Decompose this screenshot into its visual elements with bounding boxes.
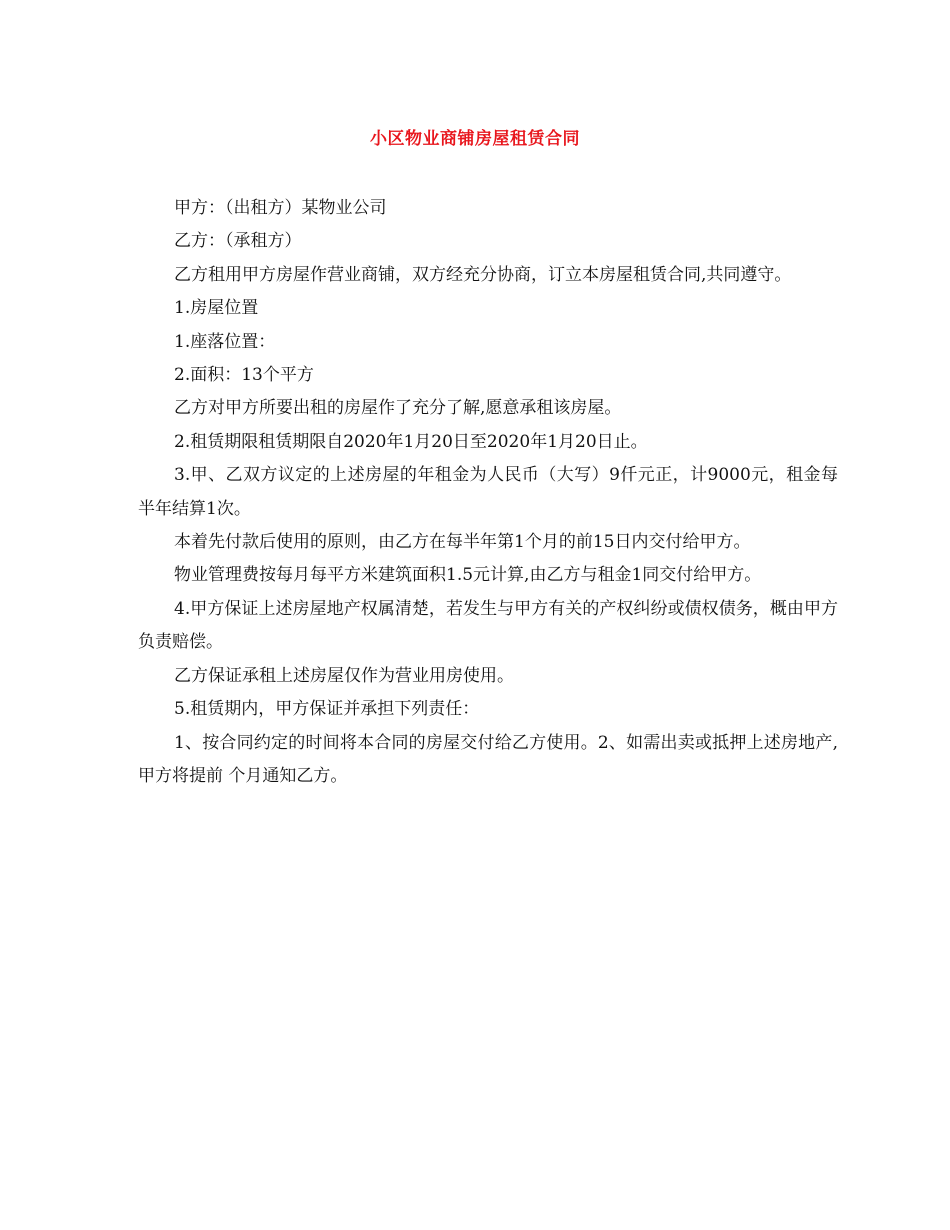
document-body: [138, 192, 838, 793]
paragraph-rent: 3.甲、乙双方议定的上述房屋的年租金为人民币（大写）9仟元正，计9000元，租金每半年结算1次。: [138, 465, 838, 519]
paragraph-section-5-heading: 5.租赁期内，甲方保证并承担下列责任：: [174, 699, 480, 720]
paragraph-payment: 本着先付款后使用的原则，由乙方在每半年第1个月的前15日内交付给甲方。: [174, 532, 751, 553]
paragraph-title-guarantee: 4.甲方保证上述房屋地产权属清楚，若发生与甲方有关的产权纠纷或债权债务，概由甲方负责赔偿。: [138, 598, 838, 653]
paragraph-party-b: 乙方：（承租方）: [174, 231, 302, 252]
paragraph-lease-term: 2.租赁期限租赁期限自2020年1月20日至2020年1月20日止。: [174, 431, 648, 452]
paragraph-intro: 乙方租用甲方房屋作营业商铺，双方经充分协商，订立本房屋租赁合同,共同遵守。: [174, 264, 792, 285]
paragraph-location: 1.座落位置：: [174, 331, 276, 352]
paragraph-section-1-heading: 1.房屋位置: [174, 298, 259, 319]
document-title: 小区物业商铺房屋租赁合同: [370, 129, 580, 149]
paragraph-usage: 乙方保证承租上述房屋仅作为营业用房使用。: [174, 665, 514, 686]
paragraph-responsibilities: 1、按合同约定的时间将本合同的房屋交付给乙方使用。2、如需出卖或抵押上述房地产,甲方将提前 个月通知乙方。: [138, 732, 838, 786]
paragraph-acknowledgement: 乙方对甲方所要出租的房屋作了充分了解,愿意承租该房屋。: [174, 398, 622, 419]
paragraph-area: 2.面积：13个平方: [174, 365, 314, 386]
paragraph-management-fee: 物业管理费按每月每平方米建筑面积1.5元计算,由乙方与租金1同交付给甲方。: [174, 565, 762, 586]
paragraph-party-a: 甲方：（出租方）某物业公司: [174, 198, 387, 218]
